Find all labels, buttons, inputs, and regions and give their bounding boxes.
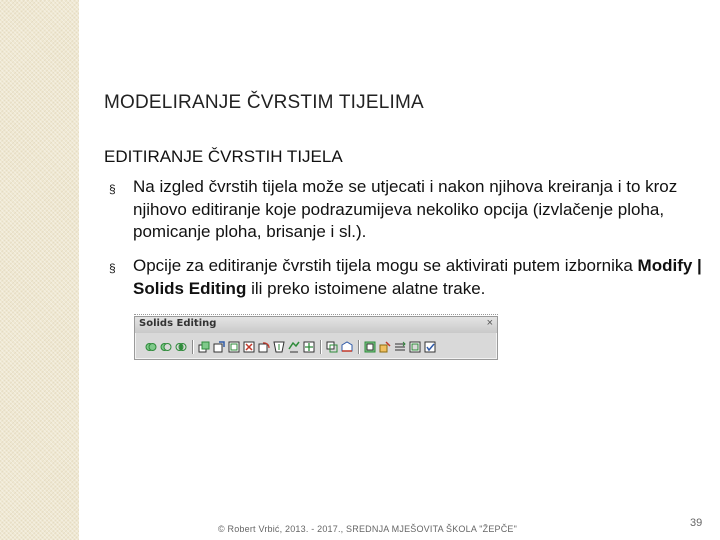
- bullet-text-start: Opcije za editiranje čvrstih tijela mogu se aktivirati putem izbornika: [133, 256, 638, 275]
- toolbar-separator: [358, 340, 360, 354]
- check-icon[interactable]: [424, 341, 436, 353]
- bullet-marker: §: [109, 182, 116, 196]
- toolbar-title: Solids Editing: [139, 318, 217, 329]
- shell-icon[interactable]: [409, 341, 421, 353]
- slide-subtitle: EDITIRANJE ČVRSTIH TIJELA: [104, 147, 343, 166]
- bullet-text: [133, 255, 716, 300]
- color-faces-icon[interactable]: [303, 341, 315, 353]
- copy-edges-icon[interactable]: [326, 341, 338, 353]
- bullet-text-end: ili preko istoimene alatne trake.: [246, 278, 486, 298]
- toolbar-separator: [192, 340, 194, 354]
- solids-editing-toolbar: [134, 316, 498, 360]
- left-decorative-strip: [0, 0, 79, 540]
- toolbar-titlebar[interactable]: [135, 317, 497, 333]
- page-number: 39: [690, 517, 703, 529]
- separate-icon[interactable]: [394, 341, 406, 353]
- footer-text: © Robert Vrbić, 2013. - 2017., SREDNJA MJEŠOVITA ŠKOLA "ŽEPČE": [218, 524, 518, 534]
- slide-title: MODELIRANJE ČVRSTIM TIJELIMA: [104, 92, 424, 113]
- toolbar-screenshot: [134, 314, 498, 360]
- bullet-item: [104, 255, 716, 300]
- toolbar-icons: [145, 338, 439, 356]
- toolbar-separator: [320, 340, 322, 354]
- extrude-faces-icon[interactable]: [198, 341, 210, 353]
- menu-path: Modify | Solids Editing: [133, 256, 702, 298]
- bullet-text: Na izgled čvrstih tijela može se utjecati i nakon njihova kreiranja i to kroz njihovo editiranje koje podrazumijeva nekoliko opcija (izvlačenje ploha, pomicanje ploha, brisanje i sl.).: [133, 177, 678, 241]
- close-icon[interactable]: ×: [486, 317, 493, 329]
- color-edges-icon[interactable]: [341, 341, 353, 353]
- move-faces-icon[interactable]: [213, 341, 225, 353]
- union-icon[interactable]: [145, 341, 157, 353]
- subtract-icon[interactable]: [160, 341, 172, 353]
- clean-icon[interactable]: [379, 341, 391, 353]
- intersect-icon[interactable]: [175, 341, 187, 353]
- bullet-item: [104, 176, 716, 244]
- delete-faces-icon[interactable]: [243, 341, 255, 353]
- copy-faces-icon[interactable]: [288, 341, 300, 353]
- imprint-icon[interactable]: [364, 341, 376, 353]
- bullet-marker: §: [109, 261, 116, 275]
- offset-faces-icon[interactable]: [228, 341, 240, 353]
- taper-faces-icon[interactable]: [273, 341, 285, 353]
- rotate-faces-icon[interactable]: [258, 341, 270, 353]
